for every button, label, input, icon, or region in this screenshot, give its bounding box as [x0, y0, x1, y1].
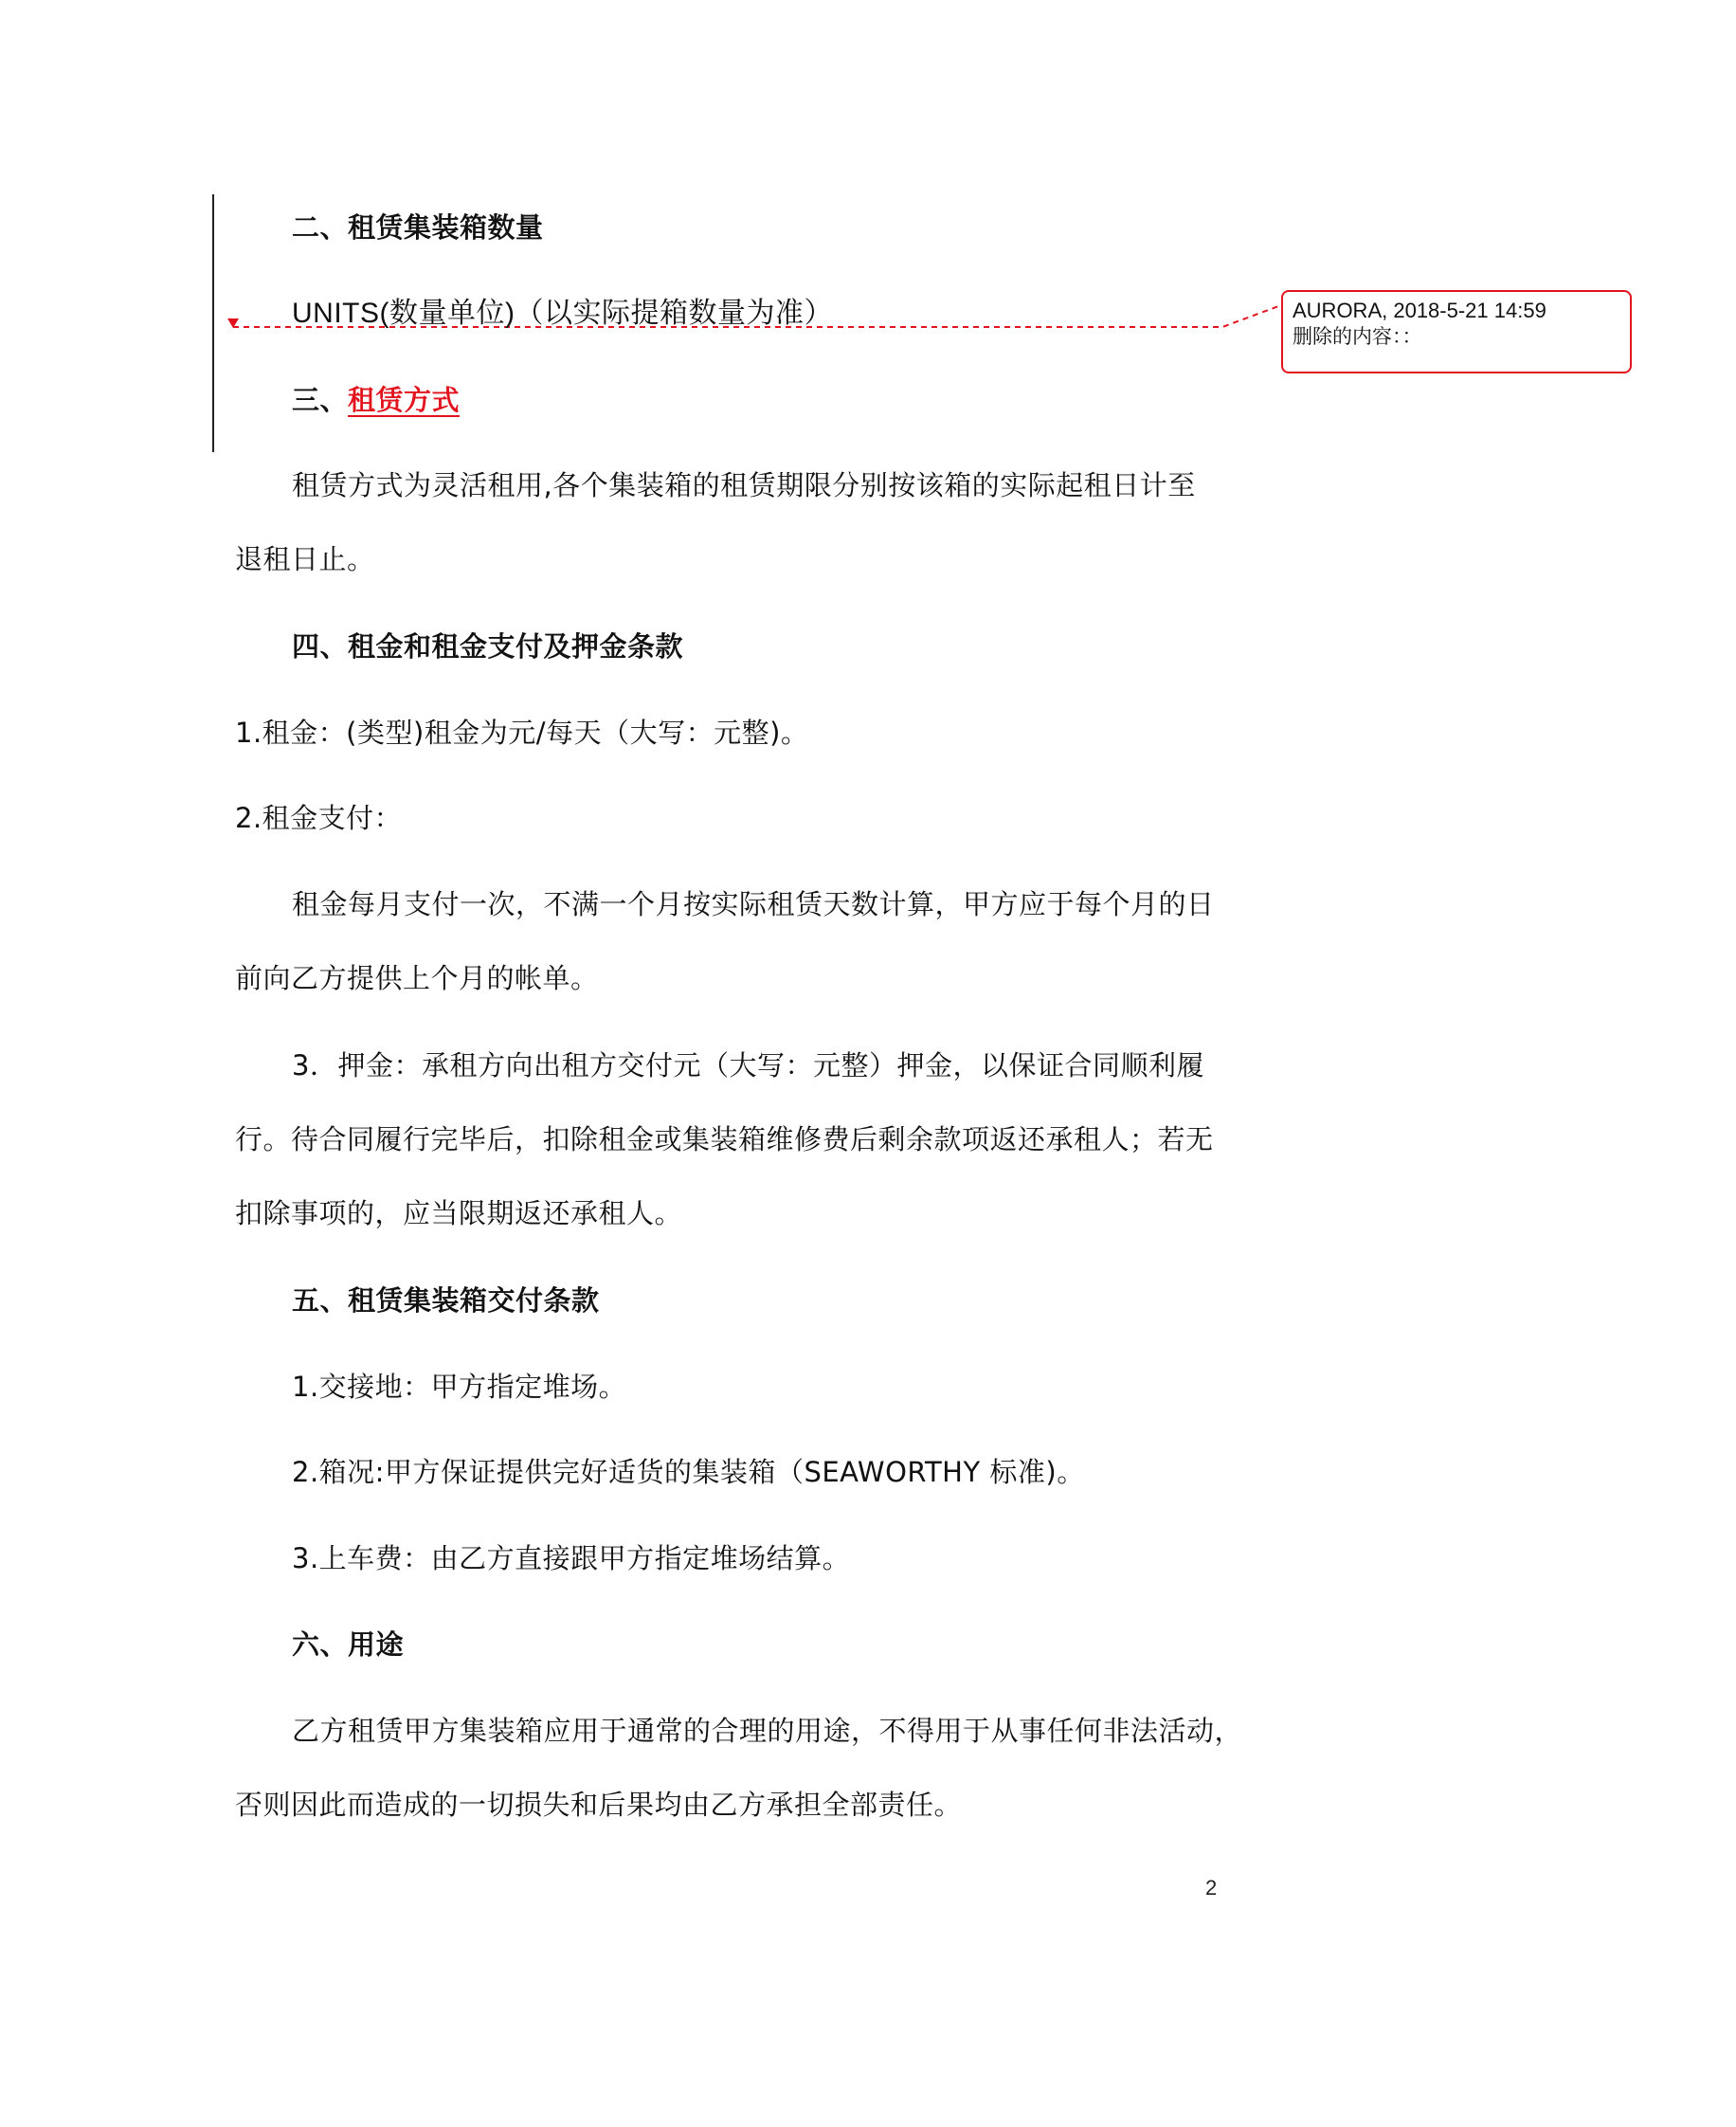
paragraph-line: 退租日止。 — [235, 543, 375, 575]
paragraph-line: 1.交接地：甲方指定堆场。 — [292, 1371, 627, 1403]
page-number: 2 — [1205, 1876, 1218, 1900]
units-line: UNITS(数量单位)（以实际提箱数量为准） — [292, 298, 833, 329]
inserted-text: 租赁方式 — [348, 384, 461, 416]
section-heading-5: 五、租赁集装箱交付条款 — [292, 1284, 600, 1317]
section-heading-4: 四、租金和租金支付及押金条款 — [292, 630, 684, 663]
paragraph-line: 3.上车费：由乙方直接跟甲方指定堆场结算。 — [292, 1542, 851, 1574]
change-bar — [212, 194, 214, 452]
comment-balloon[interactable] — [1281, 290, 1632, 373]
section-heading-3-prefix: 三、 — [292, 384, 349, 416]
deletion-marker-icon — [227, 318, 239, 328]
comment-text: 删除的内容：： — [1293, 326, 1422, 348]
paragraph-line: 2.租金支付： — [235, 802, 403, 834]
paragraph-line: 扣除事项的，应当限期返还承租人。 — [235, 1197, 683, 1229]
paragraph-line: 乙方租赁甲方集装箱应用于通常的合理的用途，不得用于从事任何非法活动， — [292, 1715, 1243, 1747]
paragraph-line: 前向乙方提供上个月的帐单。 — [235, 962, 599, 994]
paragraph-line: 否则因此而造成的一切损失和后果均由乙方承担全部责任。 — [235, 1789, 963, 1821]
paragraph-line: 行。待合同履行完毕后，扣除租金或集装箱维修费后剩余款项返还承租人；若无 — [235, 1123, 1214, 1155]
paragraph-line: 2.箱况:甲方保证提供完好适货的集装箱（SEAWORTHY 标准)。 — [292, 1456, 1085, 1488]
paragraph-line: 1.租金：(类型)租金为元/每天（大写：元整)。 — [235, 717, 809, 749]
comment-author-date: AURORA, 2018-5-21 14:59 — [1293, 299, 1546, 322]
paragraph-line: 租赁方式为灵活租用,各个集装箱的租赁期限分别按该箱的实际起租日计至 — [292, 469, 1196, 501]
section-heading-2: 二、租赁集装箱数量 — [292, 211, 544, 244]
paragraph-line: 租金每月支付一次，不满一个月按实际租赁天数计算，甲方应于每个月的日 — [292, 888, 1215, 920]
section-heading-3 — [292, 381, 460, 419]
paragraph-line: 3．押金：承租方向出租方交付元（大写：元整）押金，以保证合同顺利履 — [292, 1049, 1204, 1082]
section-heading-6: 六、用途 — [292, 1628, 405, 1661]
